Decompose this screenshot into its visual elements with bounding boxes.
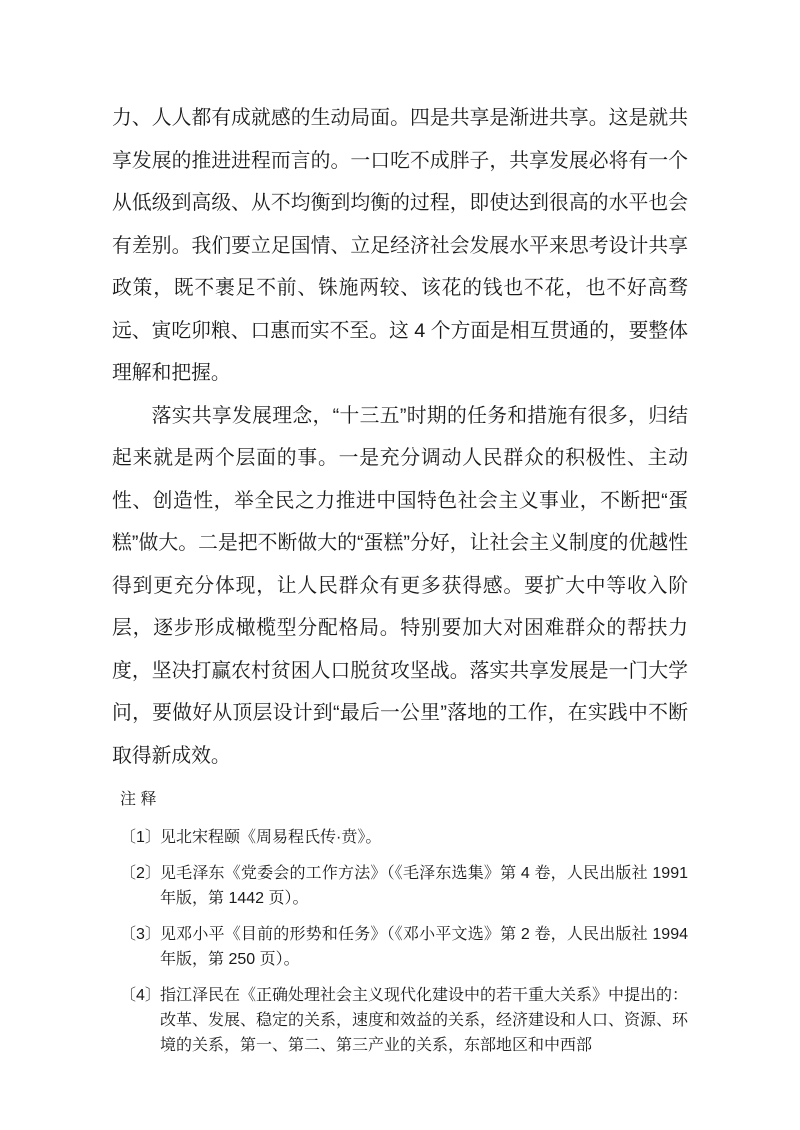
note-label-3: 〔3〕 <box>120 926 161 943</box>
body-text <box>112 97 688 777</box>
note-text-3: 见邓小平《目前的形势和任务》（《邓小平文选》第 2 卷，人民出版社 1994 年版，第 250 页）。 <box>160 926 688 968</box>
note-item-2 <box>120 861 688 911</box>
paragraph-1: 力、人人都有成就感的生动局面。四是共享是渐进共享。这是就共享发展的推进进程而言的。一口吃不成胖子，共享发展必将有一个从低级到高级、从不均衡到均衡的过程，即使达到很高的水平也会有差别。我们要立足国情、立足经济社会发展水平来思考设计共享政策，既不裹足不前、铢施两较、该花的钱也不花，也不好高骛远、寅吃卯粮、口惠而实不至。这 4 个方面是相互贯通的，要整体理解和把握。 <box>112 107 688 384</box>
note-label-2: 〔2〕 <box>120 865 161 882</box>
note-text-4: 指江泽民在《正确处理社会主义现代化建设中的若干重大关系》中提出的：改革、发展、稳定的关系，速度和效益的关系，经济建设和人口、资源、环境的关系，第一、第二、第三产业的关系，东部地区和中西部 <box>160 987 689 1054</box>
note-item-3 <box>120 922 688 972</box>
note-item-1 <box>120 825 688 850</box>
note-label-4: 〔4〕 <box>120 987 161 1004</box>
paragraph-2: 落实共享发展理念，“十三五”时期的任务和措施有很多，归结起来就是两个层面的事。一是充分调动人民群众的积极性、主动性、创造性，举全民之力推进中国特色社会主义事业，不断把“蛋糕”做大。二是把不断做大的“蛋糕”分好，让社会主义制度的优越性得到更充分体现，让人民群众有更多获得感。要扩大中等收入阶层，逐步形成橄榄型分配格局。特别要加大对困难群众的帮扶力度，坚决打赢农村贫困人口脱贫攻坚战。落实共享发展是一门大学问，要做好从顶层设计到“最后一公里”落地的工作，在实践中不断取得新成效。 <box>112 404 688 767</box>
notes-section <box>112 787 688 1058</box>
note-label-1: 〔1〕 <box>120 829 161 846</box>
note-text-1: 见北宋程颐《周易程氏传·贲》。 <box>160 829 382 846</box>
note-text-2: 见毛泽东《党委会的工作方法》（《毛泽东选集》第 4 卷，人民出版社 1991 年版，第 1442 页）。 <box>160 865 688 907</box>
note-item-4 <box>120 983 688 1058</box>
notes-title: 注 释 <box>120 791 157 808</box>
